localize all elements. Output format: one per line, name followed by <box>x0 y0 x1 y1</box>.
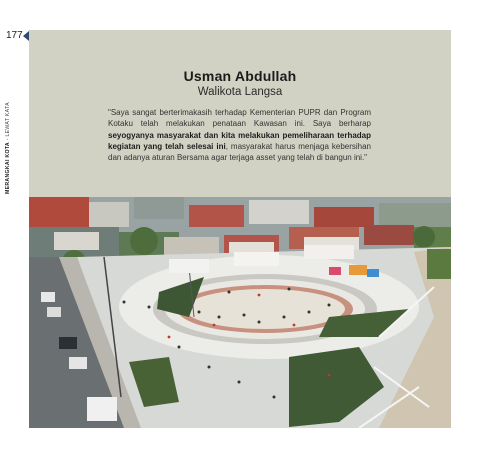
side-section-label <box>5 44 15 194</box>
quote-part2: , masyarakat harus menjaga kebersihan dan adanya aturan Bersama agar terjaga asset yang telah di bangun ini." <box>108 141 372 163</box>
aerial-plaza-photo <box>29 197 451 428</box>
quote-part1: "Saya sangat berterimakasih terhadap Kementerian PUPR dan Program Kotaku telah melakukan penataan Kawasan ini. Saya berharap <box>108 108 371 129</box>
section-sublabel: - LEWAT KATA <box>5 102 11 141</box>
quote-bold: seyogyanya masyarakat dan kita melakukan pemeliharaan terhadap kegiatan yang telah selesai ini <box>108 130 371 151</box>
speaker-name: Usman Abdullah <box>183 68 297 84</box>
quote-panel <box>29 30 451 197</box>
speaker-title: Walikota Langsa <box>197 86 283 98</box>
section-label: MERANGKAI KOTA <box>5 142 11 194</box>
page-number: 177 <box>6 30 23 41</box>
quote-text <box>108 107 371 163</box>
